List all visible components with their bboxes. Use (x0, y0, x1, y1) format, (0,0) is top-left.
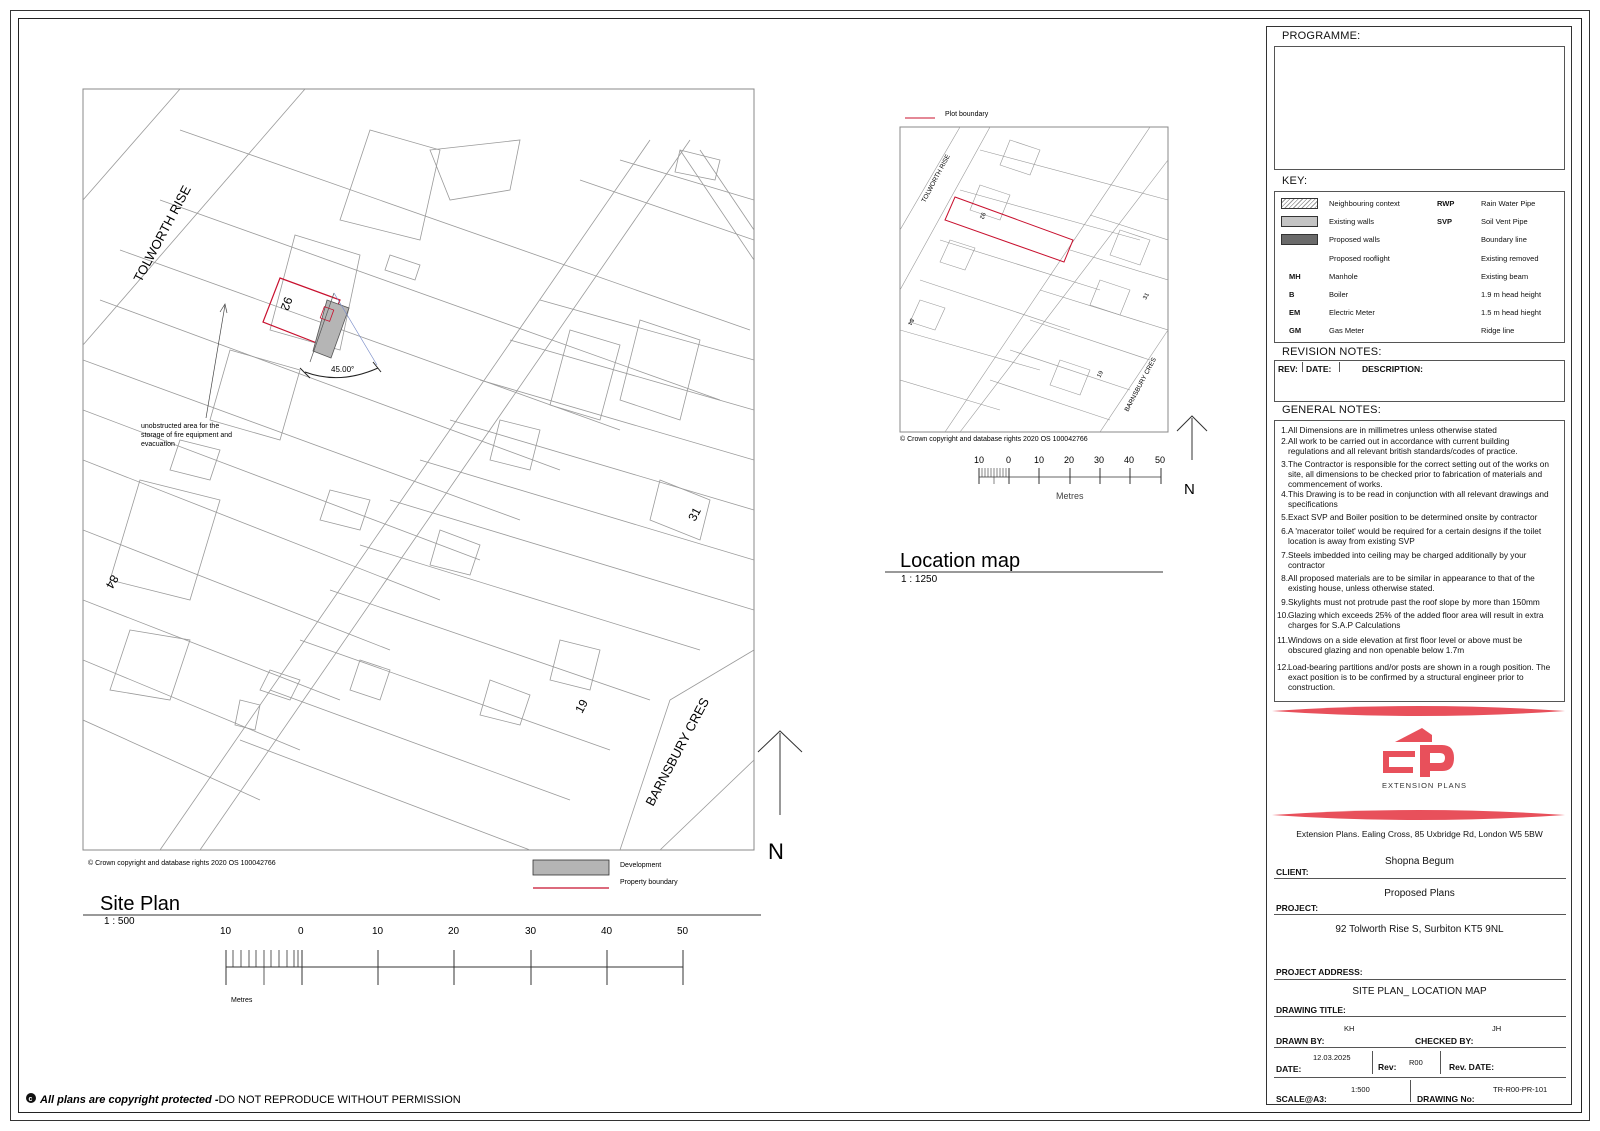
loc-scale-unit: Metres (1056, 491, 1084, 501)
loc-house-31: 31 (1142, 292, 1151, 301)
street-label-tolworth: TOLWORTH RISE (130, 182, 194, 285)
general-note (1277, 635, 1552, 655)
general-note (1277, 610, 1552, 630)
development-swatch (533, 860, 609, 875)
key-label-item: Manhole (1329, 271, 1358, 281)
scale-label: SCALE@A3: (1276, 1094, 1327, 1104)
description-column: DESCRIPTION: (1362, 364, 1423, 374)
general-note-number: 10. (1277, 610, 1289, 620)
key-label-item: Neighbouring context (1329, 199, 1400, 208)
project-value: Proposed Plans (1384, 888, 1455, 899)
key-label-item: Electric Meter (1329, 308, 1375, 318)
site-plan-scale: 1 : 500 (104, 916, 135, 927)
key-label-item: Boiler (1329, 290, 1349, 299)
key-code: RWP (1437, 199, 1455, 208)
general-note (1281, 436, 1552, 456)
checked-by-value: JH (1492, 1024, 1502, 1033)
loc-scale-tick: 0 (1006, 455, 1012, 465)
house-number-84: 84 (102, 572, 122, 592)
key-label-item: 1.5 m head hieght (1481, 308, 1542, 318)
key-label-item: Gas Meter (1329, 326, 1365, 336)
key-code: B (1289, 290, 1295, 299)
project-address-value: 92 Tolworth Rise S, Surbiton KT5 9NL (1335, 924, 1504, 935)
key-box (1274, 191, 1565, 343)
general-note-text: This Drawing is to be read in conjunction with all relevant drawings and specifications (1288, 489, 1549, 509)
general-note (1277, 662, 1552, 692)
date-column: DATE: (1306, 364, 1332, 374)
key-label-item: Existing removed (1481, 253, 1539, 263)
site-scale-tick: 30 (525, 926, 537, 937)
date-label: DATE: (1276, 1064, 1302, 1074)
general-note-text: All work to be carried out in accordance with current building regulations and all relevant british standards/codes of practice. (1288, 436, 1518, 456)
general-note-number: 8. (1281, 573, 1288, 583)
drawing-title-label: DRAWING TITLE: (1276, 1005, 1346, 1015)
client-value: Shopna Begum (1385, 856, 1454, 867)
loc-north-label: N (1184, 481, 1195, 498)
rev-value: R00 (1409, 1058, 1423, 1067)
general-note (1281, 526, 1552, 546)
annotation-line-3: evacuation (141, 441, 175, 448)
key-code: GM (1289, 326, 1302, 336)
loc-house-19: 19 (1096, 370, 1105, 379)
rev-date-label: Rev. DATE: (1449, 1062, 1495, 1072)
loc-scale-tick: 20 (1064, 455, 1075, 465)
key-swatch-light (1281, 216, 1318, 227)
project-label: PROJECT: (1276, 903, 1319, 913)
location-map-scale: 1 : 1250 (901, 574, 938, 585)
general-notes-label: GENERAL NOTES: (1282, 404, 1381, 416)
key-label-item: Existing beam (1481, 271, 1529, 281)
site-scale-tick: 10 (372, 926, 384, 937)
general-note-text: Glazing which exceeds 25% of the added floor area will result in extra charges for S.A.P Calculations (1288, 610, 1544, 630)
logo-mark (1383, 728, 1454, 777)
site-scale-tick: 50 (677, 926, 689, 937)
logo-top-swoosh (1272, 706, 1565, 716)
drawn-by-label: DRAWN BY: (1276, 1036, 1325, 1046)
checked-by-label: CHECKED BY: (1415, 1036, 1474, 1046)
loc-house-84: 84 (905, 317, 915, 326)
key-label-item: Proposed rooflight (1329, 253, 1390, 263)
annotation-line-2: storage of fire equipment and (141, 432, 233, 439)
loc-scale-tick: 10 (1034, 455, 1045, 465)
key-label-item: Soil Vent Pipe (1481, 217, 1528, 227)
footer-copyright: All plans are copyright protected -DO NOT REPRODUCE WITHOUT PERMISSION (40, 1094, 461, 1106)
general-note-number: 5. (1281, 512, 1288, 522)
drawn-by-value: KH (1344, 1024, 1355, 1033)
rev-label: Rev: (1378, 1062, 1397, 1072)
key-label: KEY: (1282, 175, 1308, 187)
key-code: SVP (1437, 217, 1453, 227)
angle-label: 45.00° (331, 365, 355, 374)
general-note-text: All proposed materials are to be similar in appearance to that of the existing house, unless otherwise stated. (1288, 573, 1535, 593)
general-note (1281, 512, 1552, 522)
general-note (1281, 489, 1552, 509)
key-label-item: Ridge line (1481, 326, 1515, 336)
site-scale-tick: 20 (448, 926, 460, 937)
house-number-31: 31 (685, 505, 704, 524)
key-code: MH (1289, 271, 1301, 281)
location-plot-outline (945, 197, 1073, 262)
general-note-text: Load-bearing partitions and/or posts are shown in a rough position. The exact position is to be confirmed by a structural engineer prior to construction. (1288, 662, 1551, 692)
general-note-text: Windows on a side elevation at first floor level or above must be obscured glazing and non openable below 1.7m (1288, 635, 1523, 655)
site-north-label: N (768, 839, 784, 864)
general-note-number: 9. (1281, 597, 1288, 607)
general-note-text: Steels imbedded into ceiling may be charged additionally by your contractor (1288, 550, 1527, 570)
key-label-item: Rain Water Pipe (1481, 199, 1536, 208)
key-label-item: Existing walls (1329, 217, 1375, 227)
loc-street-barnsbury: BARNSBURY CRES (1123, 356, 1158, 413)
general-note (1281, 573, 1552, 593)
site-scale-tick: 0 (298, 926, 304, 937)
key-label-item: Boundary line (1481, 235, 1527, 245)
drawing-title-value: SITE PLAN_ LOCATION MAP (1352, 986, 1487, 997)
general-note-number: 11. (1277, 635, 1288, 645)
general-note-text: Exact SVP and Boiler position to be determined onsite by contractor (1288, 512, 1538, 522)
house-number-92: 92 (277, 294, 296, 313)
legend-development: Development (620, 862, 662, 869)
house-number-19: 19 (572, 697, 591, 716)
key-label-item: 1.9 m head height (1481, 290, 1542, 299)
general-note-number: 6. (1281, 526, 1288, 536)
project-address-label: PROJECT ADDRESS: (1276, 967, 1363, 977)
drawing-no-label: DRAWING No: (1417, 1094, 1475, 1104)
key-swatch-dark (1281, 234, 1318, 245)
general-note-text: All Dimensions are in millimetres unless otherwise stated (1288, 425, 1497, 435)
svg-text:c: c (28, 1096, 33, 1103)
general-note-number: 4. (1281, 489, 1288, 499)
rev-column: REV: (1278, 364, 1298, 374)
loc-scale-tick: 30 (1094, 455, 1105, 465)
legend-property-boundary: Property boundary (620, 879, 678, 886)
logo-text: EXTENSION PLANS (1382, 781, 1468, 790)
general-note (1281, 550, 1552, 570)
site-scale-tick: 10 (220, 926, 232, 937)
loc-scale-tick: 40 (1124, 455, 1135, 465)
location-scalebar (974, 455, 1165, 501)
general-note-number: 7. (1281, 550, 1288, 560)
general-note-number: 12. (1277, 662, 1289, 672)
key-code: EM (1289, 308, 1301, 318)
site-plan-title: Site Plan (100, 893, 181, 915)
logo-bottom-swoosh (1272, 810, 1565, 820)
general-note-text: A 'macerator toilet' would be required for a certain designs if the toilet location is away from existing SVP (1288, 526, 1542, 546)
date-value: 12.03.2025 (1313, 1053, 1351, 1062)
company-address: Extension Plans. Ealing Cross, 85 Uxbridge Rd, London W5 5BW (1296, 829, 1543, 839)
site-copyright: © Crown copyright and database rights 2020 OS 100042766 (88, 860, 276, 867)
loc-street-tolworth: TOLWORTH RISE (920, 153, 952, 204)
revision-notes-label: REVISION NOTES: (1282, 346, 1382, 358)
site-scalebar (220, 926, 689, 1004)
general-note-number: 2. (1281, 436, 1288, 446)
scale-value: 1:500 (1351, 1085, 1370, 1094)
general-note (1281, 597, 1552, 607)
loc-scale-tick: 10 (974, 455, 985, 465)
street-label-barnsbury: BARNSBURY CRES (642, 695, 713, 809)
key-label-item: Proposed walls (1329, 235, 1380, 245)
programme-label: PROGRAMME: (1282, 30, 1361, 42)
loc-copyright: © Crown copyright and database rights 2020 OS 100042766 (900, 436, 1088, 443)
legend-plot-boundary: Plot boundary (945, 111, 989, 118)
programme-box (1274, 46, 1565, 170)
company-logo (1270, 705, 1568, 820)
loc-house-92: 92 (977, 211, 986, 220)
general-note-number: 1. (1281, 425, 1288, 435)
general-note-number: 3. (1281, 459, 1288, 469)
location-map-title: Location map (900, 550, 1021, 572)
site-scale-tick: 40 (601, 926, 613, 937)
general-note (1281, 425, 1552, 435)
key-swatch-hatch (1281, 198, 1318, 209)
site-scale-unit: Metres (231, 997, 253, 1004)
client-label: CLIENT: (1276, 867, 1309, 877)
annotation-line-1: unobstructed area for the (141, 423, 220, 430)
loc-scale-tick: 50 (1155, 455, 1166, 465)
drawing-no-value: TR-R00-PR-101 (1493, 1085, 1548, 1094)
general-note-text: The Contractor is responsible for the correct setting out of the works on site, all dimensions to be checked prior to fabrication of materials and commencement of works. (1288, 459, 1550, 489)
general-note (1281, 459, 1552, 489)
plot-lines (83, 130, 754, 850)
general-note-text: Skylights must not protrude past the roof slope by more than 150mm (1288, 597, 1540, 607)
